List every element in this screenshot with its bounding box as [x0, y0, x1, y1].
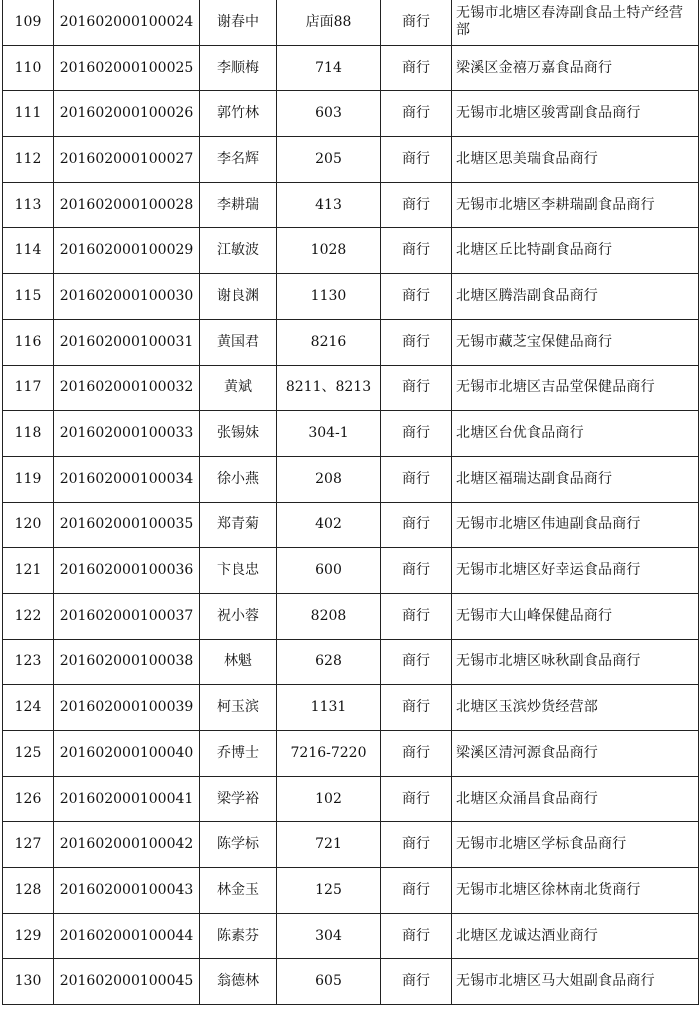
- business-type-cell: 商行: [381, 548, 452, 594]
- shop-name-cell: 无锡市北塘区好幸运食品商行: [452, 548, 699, 594]
- row-number-cell: 117: [3, 365, 54, 411]
- row-number-cell: 119: [3, 456, 54, 502]
- registration-code-cell: 201602000100034: [54, 456, 200, 502]
- shop-name-cell: 北塘区丘比特副食品商行: [452, 228, 699, 274]
- table-row: [3, 639, 699, 685]
- operator-name-cell: 陈学标: [200, 822, 277, 868]
- registration-code-cell: 201602000100043: [54, 868, 200, 914]
- booth-number-cell: 205: [277, 137, 381, 183]
- row-number-cell: 124: [3, 685, 54, 731]
- business-type-cell: 商行: [381, 593, 452, 639]
- registration-code-cell: 201602000100029: [54, 228, 200, 274]
- row-number-cell: 127: [3, 822, 54, 868]
- registration-code-cell: 201602000100032: [54, 365, 200, 411]
- booth-number-cell: 304-1: [277, 411, 381, 457]
- booth-number-cell: 1131: [277, 685, 381, 731]
- merchant-registry-table: [2, 0, 699, 1005]
- registration-code-cell: 201602000100033: [54, 411, 200, 457]
- shop-name-cell: 北塘区众涌昌食品商行: [452, 776, 699, 822]
- business-type-cell: 商行: [381, 456, 452, 502]
- operator-name-cell: 林魁: [200, 639, 277, 685]
- registration-code-cell: 201602000100031: [54, 319, 200, 365]
- operator-name-cell: 谢良渊: [200, 274, 277, 320]
- operator-name-cell: 翁德林: [200, 959, 277, 1005]
- row-number-cell: 114: [3, 228, 54, 274]
- business-type-cell: 商行: [381, 0, 452, 45]
- booth-number-cell: 8208: [277, 593, 381, 639]
- table-row: [3, 411, 699, 457]
- table-row: [3, 182, 699, 228]
- row-number-cell: 121: [3, 548, 54, 594]
- table-row: [3, 274, 699, 320]
- operator-name-cell: 徐小燕: [200, 456, 277, 502]
- booth-number-cell: 125: [277, 868, 381, 914]
- business-type-cell: 商行: [381, 639, 452, 685]
- registration-code-cell: 201602000100030: [54, 274, 200, 320]
- registration-code-cell: 201602000100038: [54, 639, 200, 685]
- table-row: [3, 548, 699, 594]
- registration-code-cell: 201602000100035: [54, 502, 200, 548]
- business-type-cell: 商行: [381, 913, 452, 959]
- table-row: [3, 868, 699, 914]
- operator-name-cell: 林金玉: [200, 868, 277, 914]
- registration-code-cell: 201602000100025: [54, 45, 200, 91]
- registration-code-cell: 201602000100024: [54, 0, 200, 45]
- shop-name-cell: 北塘区福瑞达副食品商行: [452, 456, 699, 502]
- booth-number-cell: 店面88: [277, 0, 381, 45]
- booth-number-cell: 8211、8213: [277, 365, 381, 411]
- business-type-cell: 商行: [381, 45, 452, 91]
- table-row: [3, 319, 699, 365]
- shop-name-cell: 无锡市藏芝宝保健品商行: [452, 319, 699, 365]
- table-row: [3, 456, 699, 502]
- registration-code-cell: 201602000100027: [54, 137, 200, 183]
- table-row: [3, 0, 699, 45]
- business-type-cell: 商行: [381, 228, 452, 274]
- booth-number-cell: 605: [277, 959, 381, 1005]
- row-number-cell: 113: [3, 182, 54, 228]
- business-type-cell: 商行: [381, 868, 452, 914]
- booth-number-cell: 304: [277, 913, 381, 959]
- row-number-cell: 122: [3, 593, 54, 639]
- table-row: [3, 45, 699, 91]
- booth-number-cell: 603: [277, 91, 381, 137]
- shop-name-cell: 无锡市北塘区学标食品商行: [452, 822, 699, 868]
- row-number-cell: 129: [3, 913, 54, 959]
- shop-name-cell: 无锡市北塘区伟迪副食品商行: [452, 502, 699, 548]
- row-number-cell: 112: [3, 137, 54, 183]
- shop-name-cell: 无锡市大山峰保健品商行: [452, 593, 699, 639]
- booth-number-cell: 1130: [277, 274, 381, 320]
- business-type-cell: 商行: [381, 502, 452, 548]
- operator-name-cell: 黄斌: [200, 365, 277, 411]
- table-row: [3, 593, 699, 639]
- business-type-cell: 商行: [381, 685, 452, 731]
- table-row: [3, 228, 699, 274]
- booth-number-cell: 402: [277, 502, 381, 548]
- table-row: [3, 959, 699, 1005]
- booth-number-cell: 721: [277, 822, 381, 868]
- registration-code-cell: 201602000100041: [54, 776, 200, 822]
- shop-name-cell: 北塘区玉滨炒货经营部: [452, 685, 699, 731]
- operator-name-cell: 江敏波: [200, 228, 277, 274]
- row-number-cell: 120: [3, 502, 54, 548]
- row-number-cell: 130: [3, 959, 54, 1005]
- table-row: [3, 685, 699, 731]
- business-type-cell: 商行: [381, 182, 452, 228]
- registration-code-cell: 201602000100045: [54, 959, 200, 1005]
- row-number-cell: 109: [3, 0, 54, 45]
- booth-number-cell: 600: [277, 548, 381, 594]
- shop-name-cell: 梁溪区清河源食品商行: [452, 731, 699, 777]
- registration-code-cell: 201602000100026: [54, 91, 200, 137]
- table-row: [3, 365, 699, 411]
- shop-name-cell: 无锡市北塘区马大姐副食品商行: [452, 959, 699, 1005]
- business-type-cell: 商行: [381, 365, 452, 411]
- row-number-cell: 123: [3, 639, 54, 685]
- business-type-cell: 商行: [381, 91, 452, 137]
- booth-number-cell: 714: [277, 45, 381, 91]
- operator-name-cell: 梁学裕: [200, 776, 277, 822]
- registry-body: [3, 0, 699, 1005]
- registration-code-cell: 201602000100040: [54, 731, 200, 777]
- business-type-cell: 商行: [381, 731, 452, 777]
- shop-name-cell: 无锡市北塘区李耕瑞副食品商行: [452, 182, 699, 228]
- shop-name-cell: 北塘区龙诚达酒业商行: [452, 913, 699, 959]
- booth-number-cell: 413: [277, 182, 381, 228]
- row-number-cell: 125: [3, 731, 54, 777]
- table-row: [3, 822, 699, 868]
- operator-name-cell: 陈素芬: [200, 913, 277, 959]
- booth-number-cell: 208: [277, 456, 381, 502]
- table-row: [3, 91, 699, 137]
- row-number-cell: 128: [3, 868, 54, 914]
- booth-number-cell: 102: [277, 776, 381, 822]
- row-number-cell: 115: [3, 274, 54, 320]
- shop-name-cell: 无锡市北塘区骏霄副食品商行: [452, 91, 699, 137]
- operator-name-cell: 李顺梅: [200, 45, 277, 91]
- table-row: [3, 137, 699, 183]
- booth-number-cell: 1028: [277, 228, 381, 274]
- table-row: [3, 776, 699, 822]
- business-type-cell: 商行: [381, 319, 452, 365]
- business-type-cell: 商行: [381, 411, 452, 457]
- operator-name-cell: 郑青菊: [200, 502, 277, 548]
- operator-name-cell: 黄国君: [200, 319, 277, 365]
- operator-name-cell: 卞良忠: [200, 548, 277, 594]
- row-number-cell: 126: [3, 776, 54, 822]
- operator-name-cell: 柯玉滨: [200, 685, 277, 731]
- booth-number-cell: 628: [277, 639, 381, 685]
- shop-name-cell: 梁溪区金禧万嘉食品商行: [452, 45, 699, 91]
- row-number-cell: 116: [3, 319, 54, 365]
- booth-number-cell: 8216: [277, 319, 381, 365]
- shop-name-cell: 无锡市北塘区春涛副食品土特产经营部: [452, 0, 699, 45]
- operator-name-cell: 郭竹林: [200, 91, 277, 137]
- operator-name-cell: 乔博士: [200, 731, 277, 777]
- registration-code-cell: 201602000100036: [54, 548, 200, 594]
- business-type-cell: 商行: [381, 274, 452, 320]
- registration-code-cell: 201602000100028: [54, 182, 200, 228]
- table-row: [3, 913, 699, 959]
- operator-name-cell: 祝小蓉: [200, 593, 277, 639]
- operator-name-cell: 谢春中: [200, 0, 277, 45]
- booth-number-cell: 7216-7220: [277, 731, 381, 777]
- registration-code-cell: 201602000100039: [54, 685, 200, 731]
- operator-name-cell: 张锡妹: [200, 411, 277, 457]
- shop-name-cell: 北塘区思美瑞食品商行: [452, 137, 699, 183]
- business-type-cell: 商行: [381, 822, 452, 868]
- registration-code-cell: 201602000100044: [54, 913, 200, 959]
- registration-code-cell: 201602000100042: [54, 822, 200, 868]
- shop-name-cell: 无锡市北塘区徐林南北货商行: [452, 868, 699, 914]
- business-type-cell: 商行: [381, 137, 452, 183]
- registration-code-cell: 201602000100037: [54, 593, 200, 639]
- table-row: [3, 502, 699, 548]
- row-number-cell: 111: [3, 91, 54, 137]
- row-number-cell: 110: [3, 45, 54, 91]
- shop-name-cell: 北塘区腾浩副食品商行: [452, 274, 699, 320]
- row-number-cell: 118: [3, 411, 54, 457]
- operator-name-cell: 李耕瑞: [200, 182, 277, 228]
- business-type-cell: 商行: [381, 776, 452, 822]
- table-row: [3, 731, 699, 777]
- shop-name-cell: 北塘区台优食品商行: [452, 411, 699, 457]
- shop-name-cell: 无锡市北塘区吉品堂保健品商行: [452, 365, 699, 411]
- operator-name-cell: 李名辉: [200, 137, 277, 183]
- business-type-cell: 商行: [381, 959, 452, 1005]
- shop-name-cell: 无锡市北塘区咏秋副食品商行: [452, 639, 699, 685]
